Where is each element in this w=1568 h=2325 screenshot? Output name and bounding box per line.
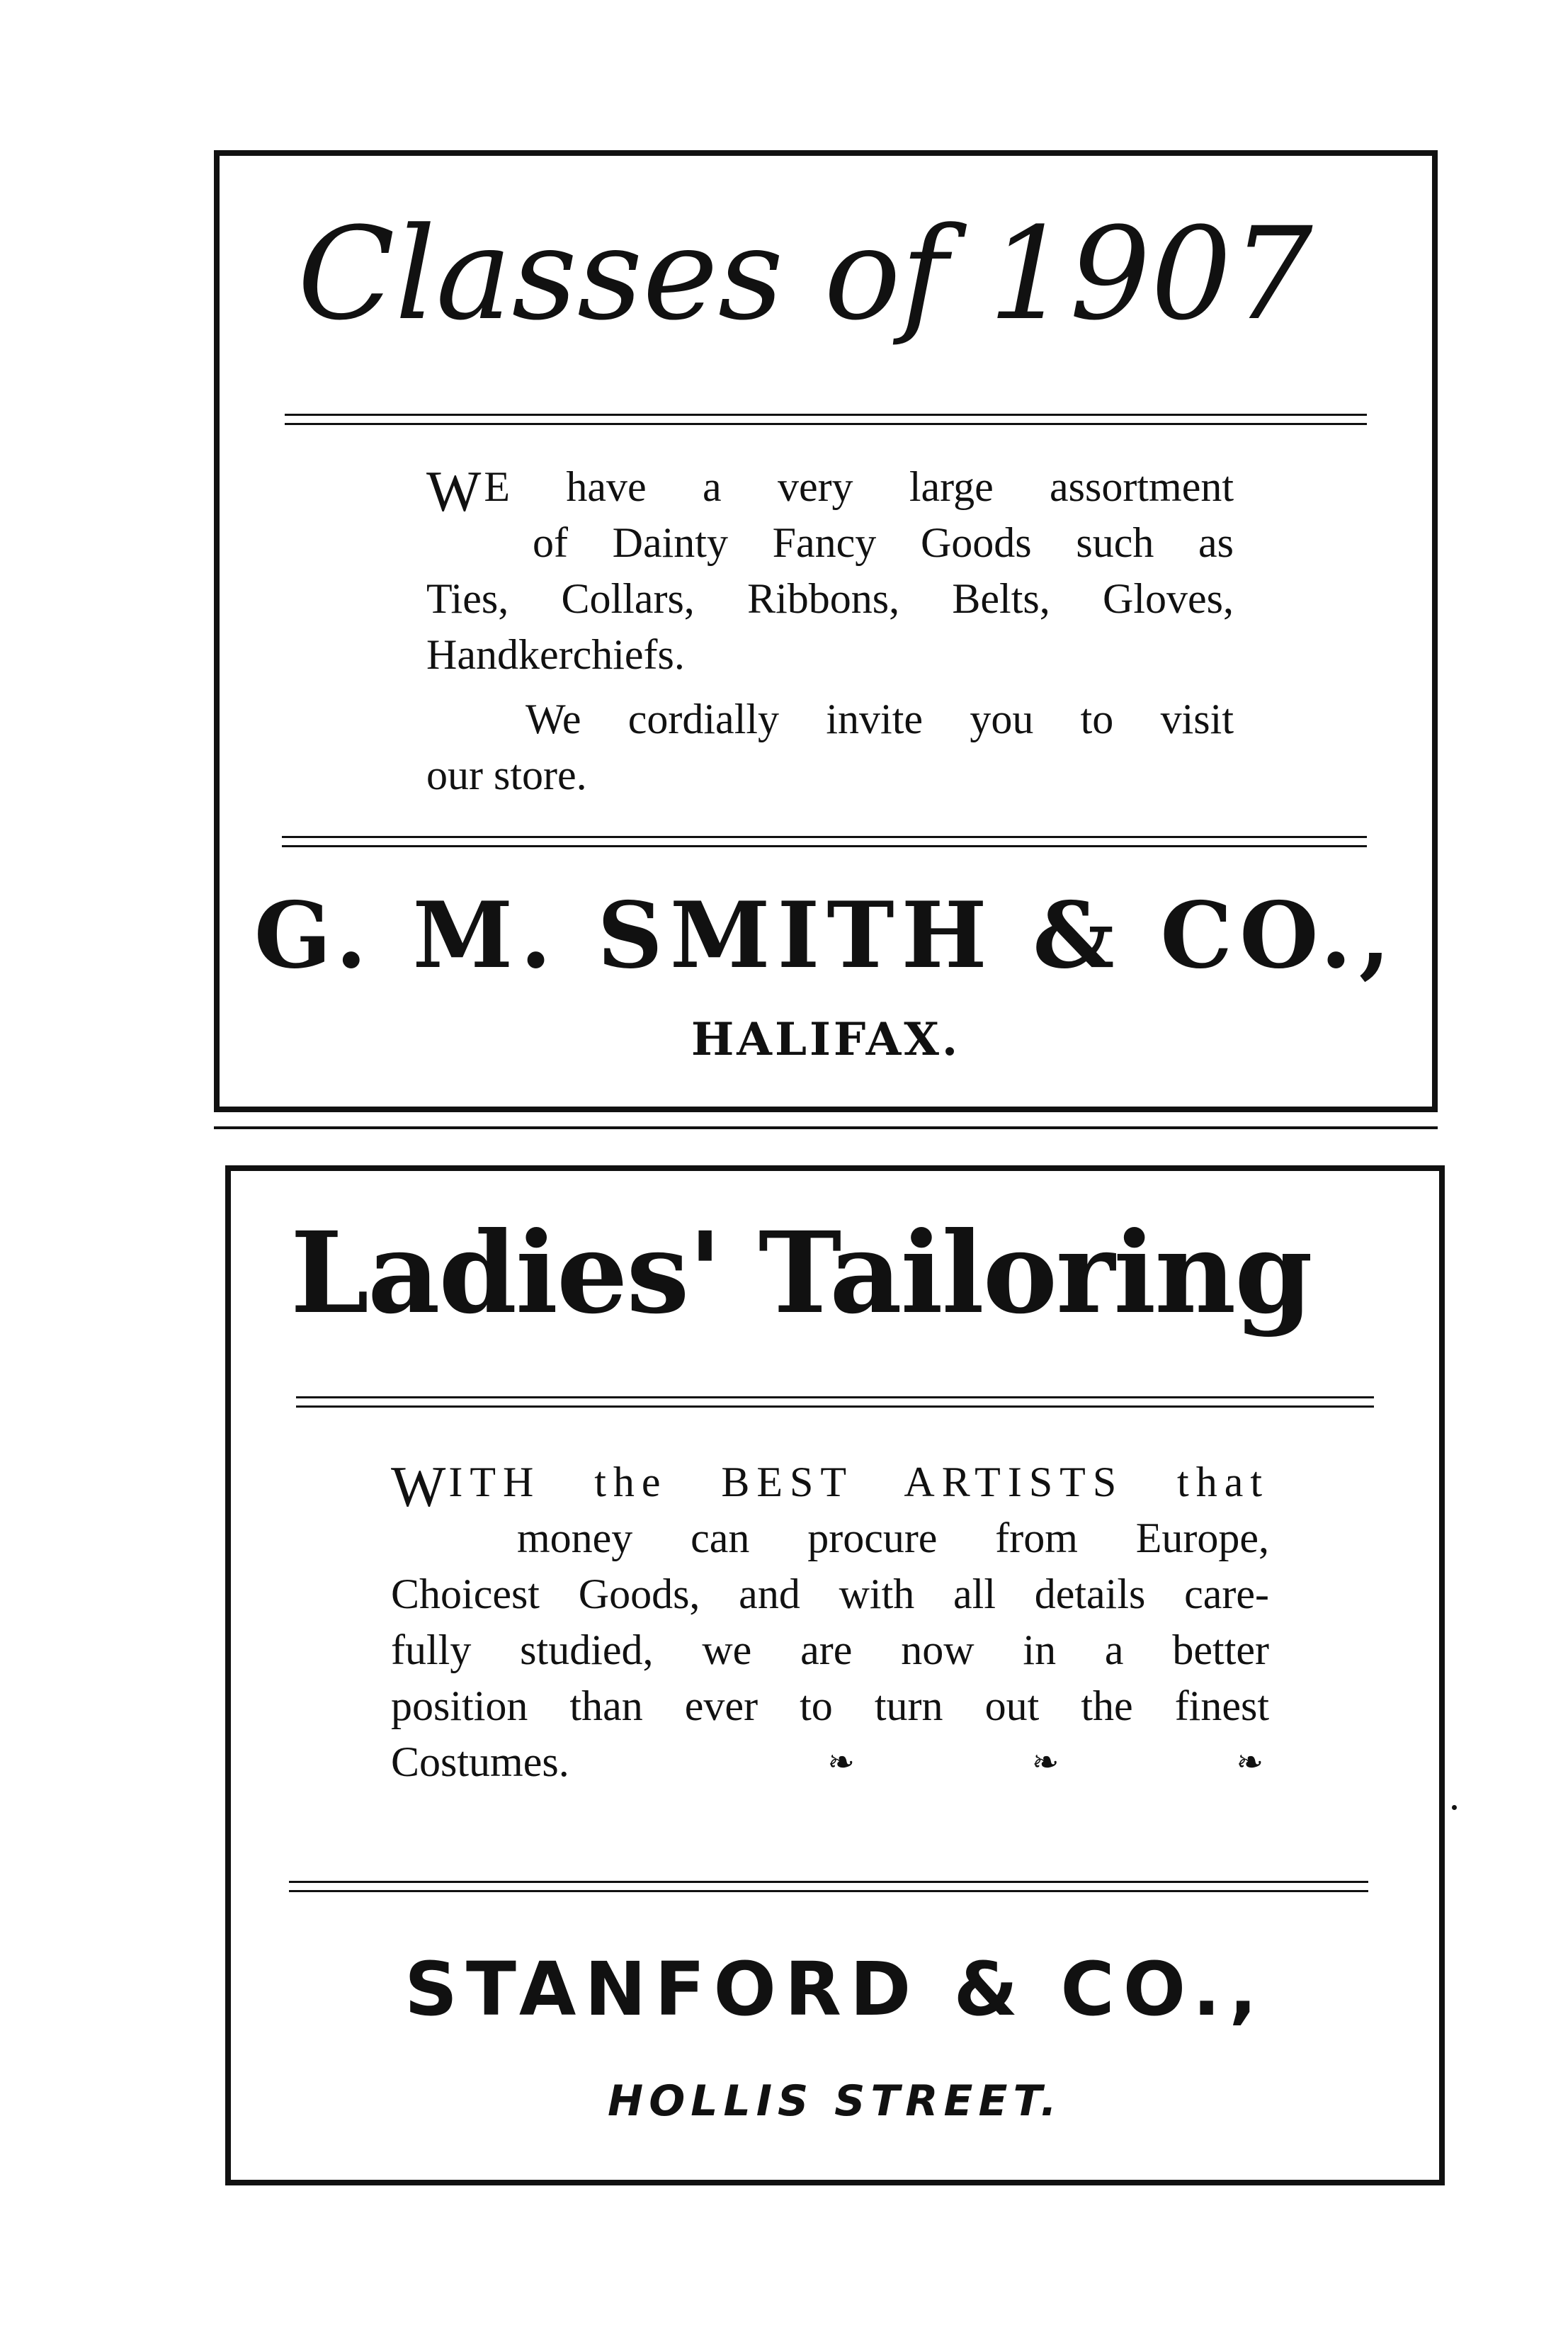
stanford-body-text [391, 1454, 1269, 1790]
smith-body-line-5: We cordially invite you to visit [525, 696, 1234, 742]
stanford-body-line-1: WITH the BEST ARTISTS that [391, 1454, 1269, 1519]
stanford-body-line-4: fully studied, we are now in a better [391, 1627, 1269, 1673]
fleuron-ornament-3: ❧ [1236, 1744, 1263, 1780]
margin-speck [1452, 1805, 1457, 1810]
stanford-dropcap: W [391, 1454, 446, 1519]
stanford-body-line-3: Choicest Goods, and with all details care- [391, 1571, 1269, 1617]
advertisement-separator [214, 1126, 1438, 1129]
stanford-heading-rule [296, 1396, 1374, 1408]
smith-dropcap: W [426, 459, 482, 524]
smith-body-line-1: WE have a very large assortment [426, 459, 1234, 524]
smith-advertisement [214, 150, 1438, 1112]
stanford-firm-name: STANFORD & CO., [404, 1946, 1266, 2032]
fleuron-ornament-2: ❧ [1031, 1744, 1059, 1780]
stanford-advertisement [225, 1165, 1445, 2185]
fleuron-ornament-1: ❧ [827, 1744, 855, 1780]
smith-body-text [426, 459, 1234, 803]
smith-heading: Classes of 1907 [297, 200, 1313, 349]
smith-heading-rule [285, 414, 1367, 425]
smith-body-line-4: Handkerchiefs. [426, 631, 685, 678]
stanford-location: HOLLIS STREET. [608, 2076, 1062, 2126]
stanford-costumes-word: Costumes. [391, 1738, 569, 1785]
smith-body-line-2: of Dainty Fancy Goods such as [533, 519, 1234, 566]
stanford-heading: Ladies' Tailoring [290, 1208, 1312, 1339]
smith-body-line-6: our store. [426, 752, 587, 798]
stanford-body-rule [289, 1881, 1368, 1892]
smith-firm-name: G. M. SMITH & CO., [254, 883, 1398, 989]
smith-body-line-3: Ties, Collars, Ribbons, Belts, Gloves, [426, 575, 1234, 622]
smith-location: HALIFAX. [691, 1013, 961, 1066]
stanford-body-line-6 [391, 1734, 1269, 1790]
smith-body-rule [282, 836, 1367, 847]
stanford-body-line-5: position than ever to turn out the finest [391, 1682, 1269, 1729]
stanford-body-line-2: money can procure from Europe, [517, 1515, 1269, 1561]
